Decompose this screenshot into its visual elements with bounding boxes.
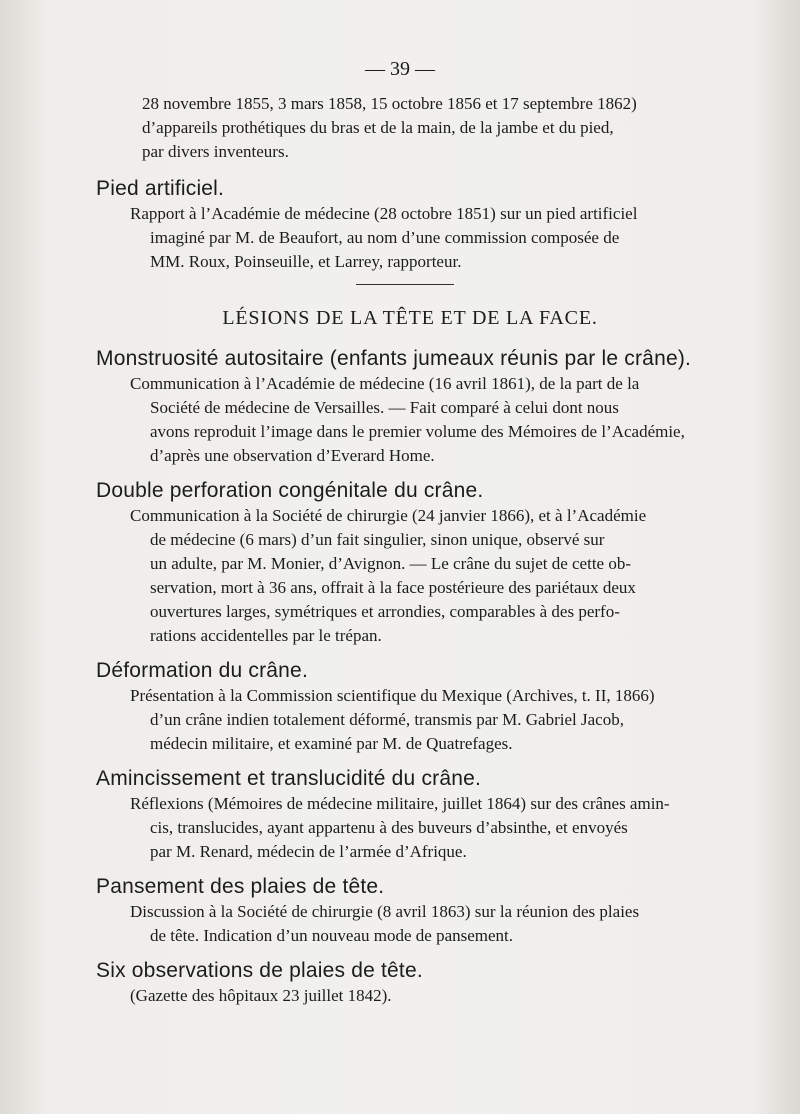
entry-deformation xyxy=(86,658,734,756)
entry-pansement xyxy=(86,874,734,948)
entry-pied-artificiel xyxy=(86,176,734,274)
entry-amincissement xyxy=(86,766,734,864)
entry-monstruosite xyxy=(86,346,734,468)
entry-six-observations xyxy=(86,958,734,1008)
text-line: ouvertures larges, symétriques et arrondies, comparables à des perfo- xyxy=(150,602,620,621)
text-line: de tête. Indication d’un nouveau mode de pansement. xyxy=(150,926,514,945)
text-line: d’appareils prothétiques du bras et de la main, de la jambe et du pied, xyxy=(142,118,614,137)
text-line: rations accidentelles par le trépan. xyxy=(150,626,382,645)
text-line: (Gazette des hôpitaux 23 juillet 1842). xyxy=(130,986,392,1005)
entry-body xyxy=(130,504,734,648)
text-line: imaginé par M. de Beaufort, au nom d’une commission composée de xyxy=(150,228,620,247)
entry-body xyxy=(130,792,734,864)
entry-body xyxy=(130,900,734,948)
section-divider xyxy=(356,284,454,285)
text-line: servation, mort à 36 ans, offrait à la face postérieure des pariétaux deux xyxy=(150,578,636,597)
text-line: par M. Renard, médecin de l’armée d’Afrique. xyxy=(150,842,467,861)
text-line: de médecine (6 mars) d’un fait singulier, sinon unique, observé sur xyxy=(150,530,605,549)
section-title: LÉSIONS DE LA TÊTE ET DE LA FACE. xyxy=(222,307,598,329)
page-content xyxy=(86,92,734,1018)
text-line: un adulte, par M. Monier, d’Avignon. — Le crâne du sujet de cette ob- xyxy=(150,554,631,573)
text-line: médecin militaire, et examiné par M. de Quatrefages. xyxy=(150,734,513,753)
entry-body xyxy=(130,684,734,756)
entry-body xyxy=(130,984,734,1008)
text-line: avons reproduit l’image dans le premier volume des Mémoires de l’Académie, xyxy=(150,422,685,441)
text-line: Communication à la Société de chirurgie (24 janvier 1866), et à l’Académie xyxy=(130,506,647,525)
text-line: par divers inventeurs. xyxy=(142,142,289,161)
page-number: — 39 — xyxy=(365,58,435,80)
entry-body xyxy=(130,372,734,468)
text-line: Présentation à la Commission scientifique du Mexique (Archives, t. II, 1866) xyxy=(130,686,655,705)
text-line: d’un crâne indien totalement déformé, transmis par M. Gabriel Jacob, xyxy=(150,710,624,729)
entry-double-perforation xyxy=(86,478,734,648)
text-line: MM. Roux, Poinseuille, et Larrey, rapporteur. xyxy=(150,252,462,271)
entry-title: Double perforation congénitale du crâne. xyxy=(96,479,484,502)
text-line: Société de médecine de Versailles. — Fait comparé à celui dont nous xyxy=(150,398,619,417)
entry-title: Pied artificiel. xyxy=(96,177,225,200)
text-line: Communication à l’Académie de médecine (16 avril 1861), de la part de la xyxy=(130,374,640,393)
entry-title: Six observations de plaies de tête. xyxy=(96,959,423,982)
text-line: 28 novembre 1855, 3 mars 1858, 15 octobre 1856 et 17 septembre 1862) xyxy=(142,94,637,113)
text-line: Réflexions (Mémoires de médecine militaire, juillet 1864) sur des crânes amin- xyxy=(130,794,670,813)
entry-title: Monstruosité autositaire (enfants jumeaux réunis par le crâne). xyxy=(96,347,692,370)
text-line: Rapport à l’Académie de médecine (28 octobre 1851) sur un pied artificiel xyxy=(130,204,638,223)
entry-body xyxy=(130,202,734,274)
intro-paragraph xyxy=(142,92,734,164)
text-line: d’après une observation d’Everard Home. xyxy=(150,446,435,465)
text-line: cis, translucides, ayant appartenu à des buveurs d’absinthe, et envoyés xyxy=(150,818,628,837)
entry-title: Amincissement et translucidité du crâne. xyxy=(96,767,482,790)
entry-title: Déformation du crâne. xyxy=(96,659,308,682)
text-line: Discussion à la Société de chirurgie (8 avril 1863) sur la réunion des plaies xyxy=(130,902,640,921)
entry-title: Pansement des plaies de tête. xyxy=(96,875,385,898)
